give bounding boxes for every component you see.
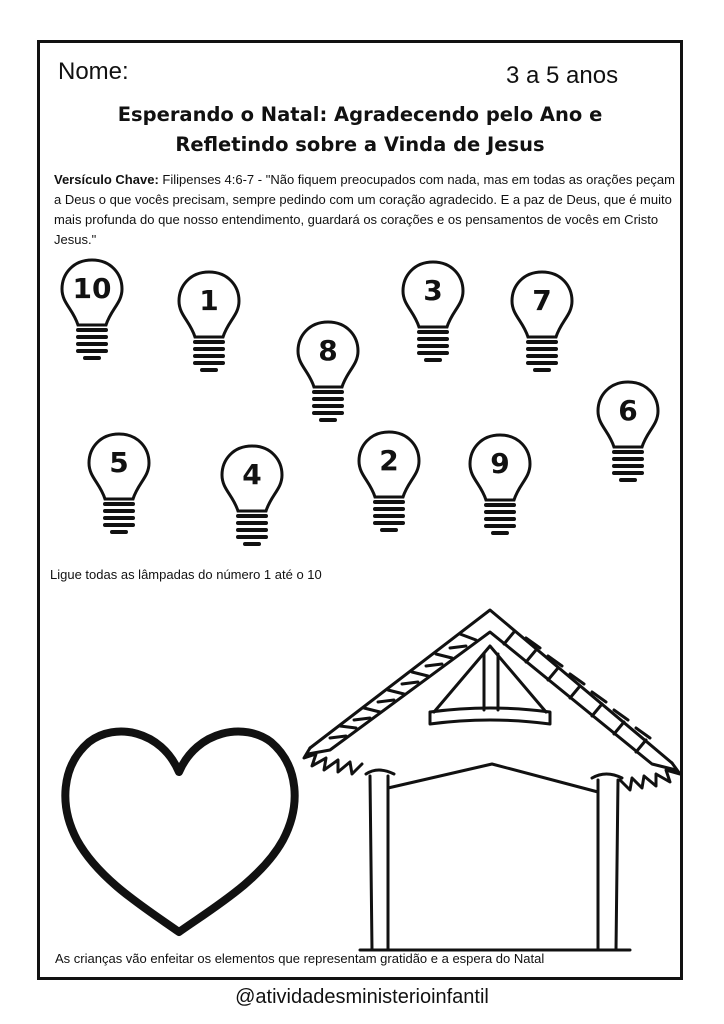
bulb-9 [466,433,536,543]
footer-handle: @atividadesministerioinfantil [235,986,489,1008]
worksheet-title [60,100,660,160]
decorate-instruction: As crianças vão enfeitar os elementos que representam gratidão e a espera do Natal [55,951,545,966]
bulb-3 [399,260,469,370]
bulb-number: 2 [379,444,399,477]
bulb-number: 9 [490,447,510,480]
bulb-10 [58,258,128,368]
connect-instruction: Ligue todas as lâmpadas do número 1 até o 10 [50,567,322,582]
title-line-2: Refletindo sobre a Vinda de Jesus [175,133,545,156]
verse-text: Filipenses 4:6-7 - "Não fiquem preocupados com nada, mas em todas as orações peçam a Deus o que vocês precisam, sempre pedindo com um coração agradecido. E a paz de Deus, que é muito mais profunda do que nosso entendimento, guardará os corações e os pensamentos de vocês em Cristo Jesus." [54,172,675,247]
name-label: Nome: [58,58,129,85]
bulb-number: 4 [242,458,262,491]
bulb-7 [508,270,578,380]
bulb-4 [218,444,288,554]
bulb-8 [294,320,364,430]
bulb-number: 1 [199,284,219,317]
verse-label: Versículo Chave: [54,172,159,187]
age-label: 3 a 5 anos [506,62,619,89]
heart-outline-icon [55,710,310,940]
bulb-1 [175,270,245,380]
bulb-number: 8 [318,334,338,367]
bulb-number: 6 [618,394,638,427]
bulb-number: 10 [72,272,112,305]
bulb-number: 7 [532,284,552,317]
bulb-2 [355,430,425,540]
nativity-stable-icon [300,598,685,958]
bulb-6 [594,380,664,490]
bulb-number: 5 [109,446,129,479]
bulb-5 [85,432,155,542]
key-verse [54,170,676,250]
bulb-number: 3 [423,274,443,307]
title-line-1: Esperando o Natal: Agradecendo pelo Ano e [117,103,603,126]
